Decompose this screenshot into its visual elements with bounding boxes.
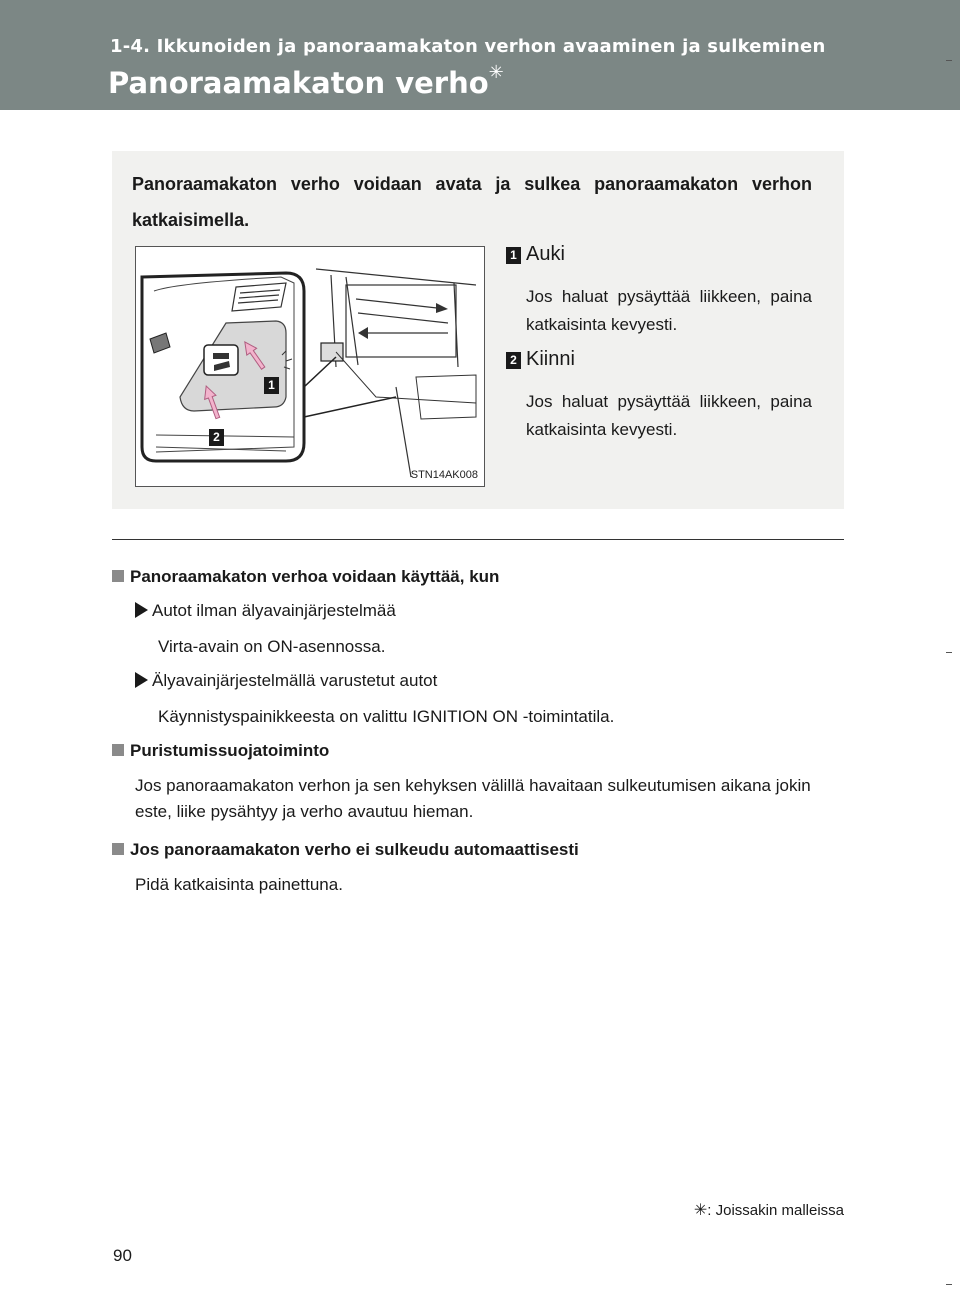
triangle-bullet-icon xyxy=(135,672,148,688)
shade-switch-button xyxy=(204,345,238,375)
section-title: 1-4. Ikkunoiden ja panoraamakaton verhon avaaminen ja sulkeminen xyxy=(110,36,826,57)
margin-tick xyxy=(946,1284,952,1285)
square-bullet-icon xyxy=(112,843,124,855)
text-jam-protection: Jos panoraamakaton verhon ja sen kehyksen välillä havaitaan sulkeutumisen aikana jokin este, liike pysähtyy ja verho avautuu hieman. xyxy=(135,776,811,821)
callout-badge-1: 1 xyxy=(264,377,279,394)
subheading-jam-protection: Puristumissuojatoiminto xyxy=(112,741,329,761)
page-title: Panoraamakaton verho✳ xyxy=(108,62,504,100)
subheading-operating-conditions: Panoraamakaton verhoa voidaan käyttää, kun xyxy=(112,567,499,587)
margin-tick xyxy=(946,652,952,653)
switch-location xyxy=(321,343,343,361)
text-not-closing: Pidä katkaisinta painettuna. xyxy=(135,875,343,894)
chapter-header xyxy=(0,0,960,110)
text-with-smart-key: Käynnistyspainikkeesta on valittu IGNITION ON -toimintatila. xyxy=(158,707,615,726)
intro-text: Panoraamakaton verho voidaan avata ja sulkea panoraamakaton verhon katkaisimella. xyxy=(132,174,812,230)
callout-badge-2: 2 xyxy=(209,429,224,446)
open-arrow-icon xyxy=(436,303,448,313)
close-arrow-icon xyxy=(358,327,368,339)
square-bullet-icon xyxy=(112,744,124,756)
legend-badge-1: 1 xyxy=(506,247,521,264)
bullet-without-smart-key: Autot ilman älyavainjärjestelmää xyxy=(135,601,396,621)
asterisk-icon: ✳ xyxy=(693,1202,708,1219)
legend-badge-2: 2 xyxy=(506,352,521,369)
margin-tick xyxy=(946,60,952,61)
legend-label-close: Kiinni xyxy=(526,348,575,370)
legend-item-close xyxy=(506,348,575,371)
legend-item-open xyxy=(506,243,565,266)
switch-illustration xyxy=(135,246,485,487)
triangle-bullet-icon xyxy=(135,602,148,618)
subheading-not-closing: Jos panoraamakaton verho ei sulkeudu automaattisesti xyxy=(112,840,579,860)
legend-desc-close: Jos haluat pysäyttää liikkeen, paina katkaisinta kevyesti. xyxy=(526,392,812,439)
optional-mark: ✳ xyxy=(488,62,504,83)
page-number: 90 xyxy=(113,1246,132,1265)
footnote: ✳: Joissakin malleissa xyxy=(693,1202,844,1219)
figure-code: STN14AK008 xyxy=(410,469,478,481)
bullet-with-smart-key: Älyavainjärjestelmällä varustetut autot xyxy=(135,671,437,691)
legend-label-open: Auki xyxy=(526,243,565,265)
divider xyxy=(112,539,844,540)
text-without-smart-key: Virta-avain on ON-asennossa. xyxy=(158,637,386,656)
square-bullet-icon xyxy=(112,570,124,582)
legend-desc-open: Jos haluat pysäyttää liikkeen, paina katkaisinta kevyesti. xyxy=(526,287,812,334)
roof-panel-outline xyxy=(346,285,456,357)
overhead-console-drawing xyxy=(136,247,484,486)
